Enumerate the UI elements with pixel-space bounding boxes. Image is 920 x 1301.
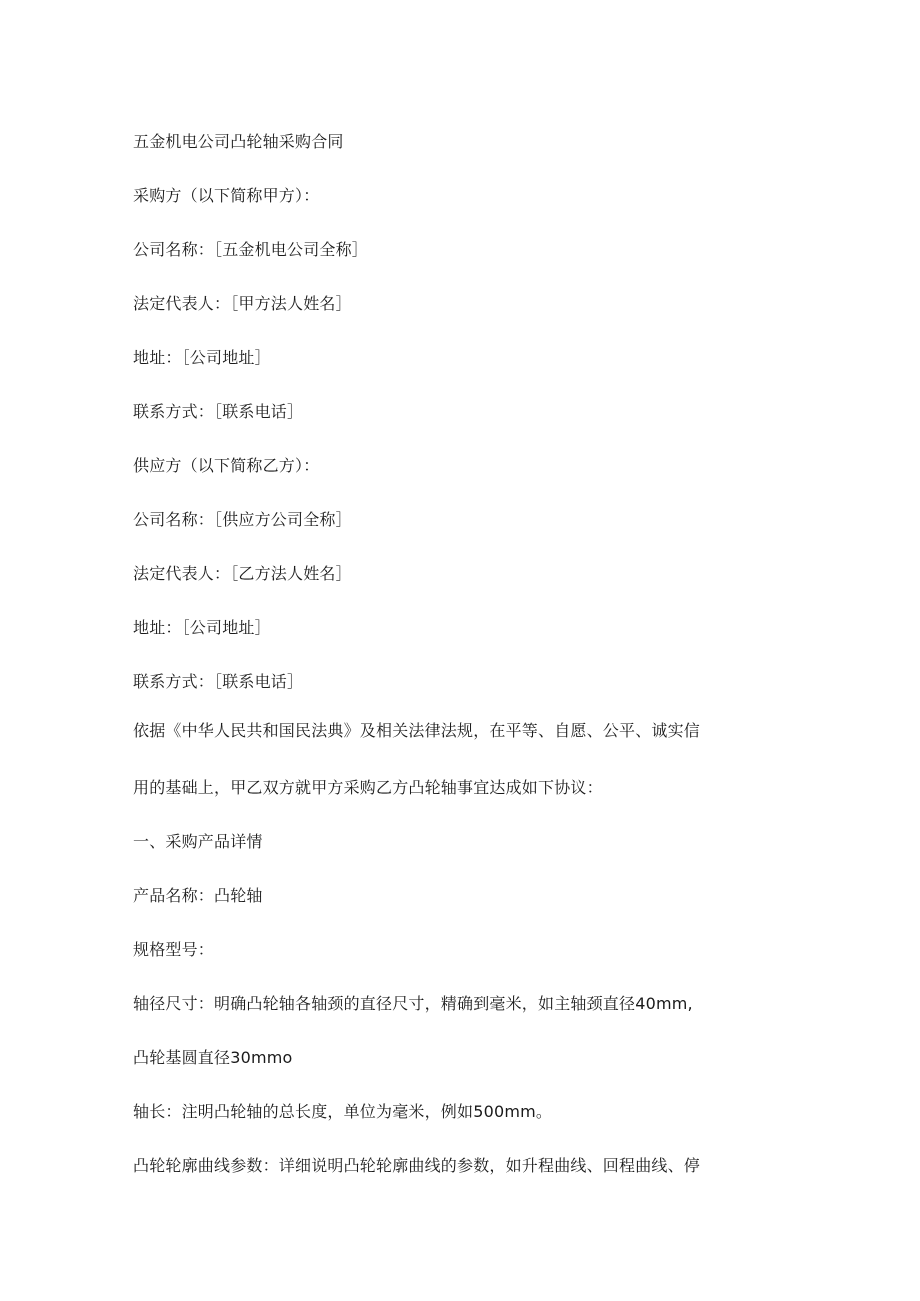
document-title: 五金机电公司凸轮轴采购合同 bbox=[133, 132, 344, 151]
supplier-heading: 供应方（以下简称乙方）： bbox=[133, 456, 320, 475]
buyer-contact: 联系方式：［联系电话］ bbox=[133, 402, 304, 421]
supplier-contact: 联系方式：［联系电话］ bbox=[133, 672, 304, 691]
preamble-line-1: 依据《中华人民共和国民法典》及相关法律法规，在平等、自愿、公平、诚实信 bbox=[133, 721, 701, 740]
buyer-company-name: 公司名称：［五金机电公司全称］ bbox=[133, 240, 369, 259]
supplier-company-name: 公司名称：［供应方公司全称］ bbox=[133, 510, 352, 529]
supplier-legal-rep: 法定代表人：［乙方法人姓名］ bbox=[133, 564, 352, 583]
shaft-diameter-spec: 轴径尺寸：明确凸轮轴各轴颈的直径尺寸，精确到毫米，如主轴颈直径40mm, bbox=[133, 994, 693, 1013]
cam-base-circle-spec: 凸轮基圆直径30mmo bbox=[133, 1048, 293, 1067]
section-heading-product-details: 一、采购产品详情 bbox=[133, 832, 263, 851]
cam-profile-spec: 凸轮轮廓曲线参数：详细说明凸轮轮廓曲线的参数，如升程曲线、回程曲线、停 bbox=[133, 1156, 701, 1175]
product-name: 产品名称：凸轮轴 bbox=[133, 886, 263, 905]
buyer-legal-rep: 法定代表人：［甲方法人姓名］ bbox=[133, 294, 352, 313]
shaft-length-spec: 轴长：注明凸轮轴的总长度，单位为毫米，例如500mm。 bbox=[133, 1102, 553, 1121]
supplier-address: 地址：［公司地址］ bbox=[133, 618, 271, 637]
spec-model-label: 规格型号： bbox=[133, 940, 215, 959]
buyer-address: 地址：［公司地址］ bbox=[133, 348, 271, 367]
preamble-line-2: 用的基础上，甲乙双方就甲方采购乙方凸轮轴事宜达成如下协议： bbox=[133, 778, 603, 797]
buyer-heading: 采购方（以下简称甲方）： bbox=[133, 186, 320, 205]
